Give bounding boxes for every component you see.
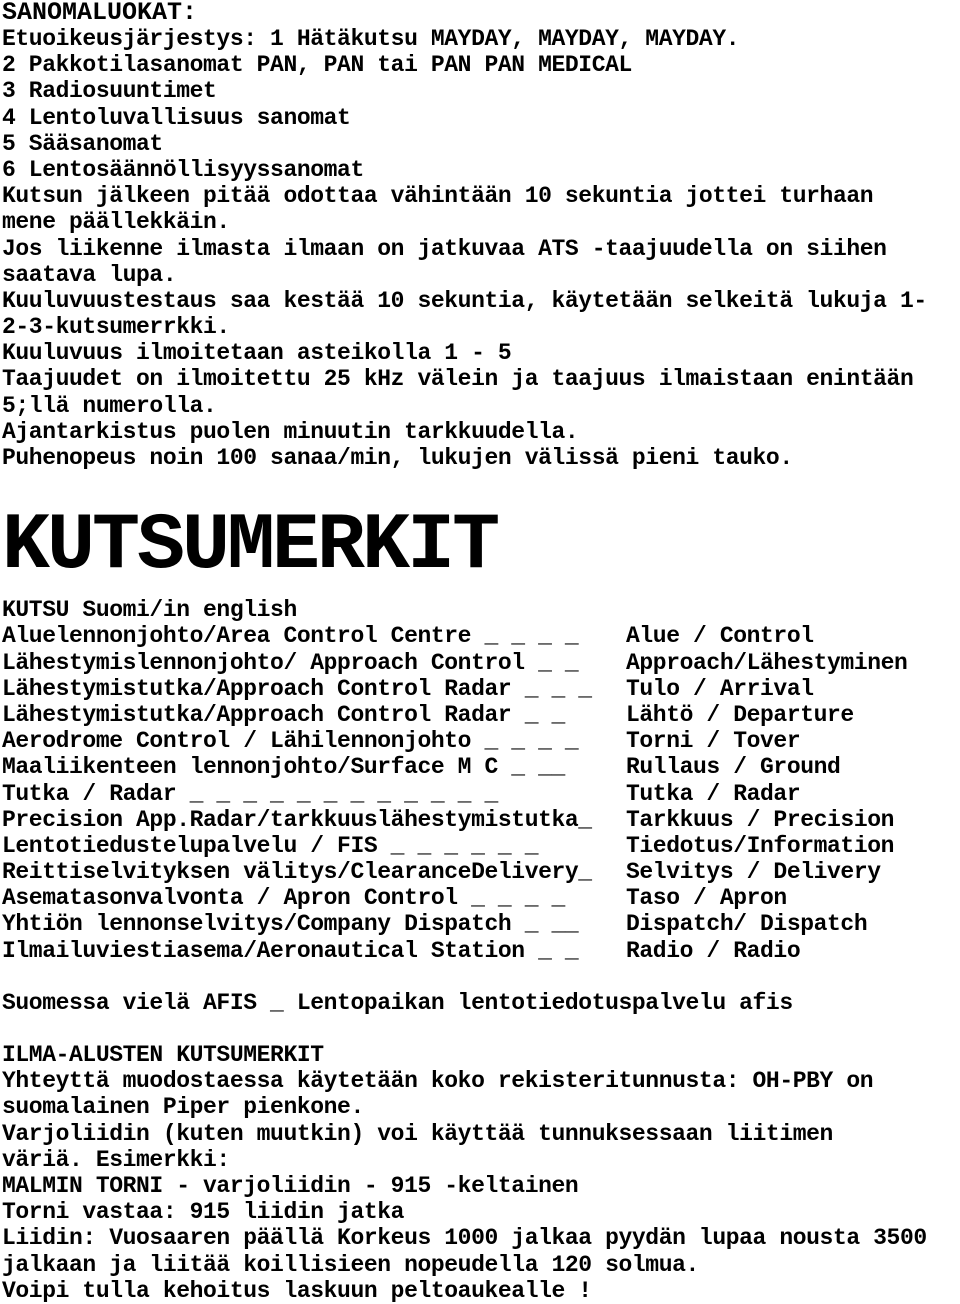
table-row (2, 754, 958, 780)
text-line: Jos liikenne ilmasta ilmaan on jatkuvaa ATS -taajuudella on siihen (2, 235, 887, 262)
callsign-table (2, 623, 958, 963)
table-row (2, 650, 958, 676)
callsign-short: Lähtö / Departure (626, 701, 854, 728)
text-line: Etuoikeusjärjestys: 1 Hätäkutsu MAYDAY, MAYDAY, MAYDAY. (2, 26, 740, 52)
table-row (2, 702, 958, 728)
text-line: väriä. Esimerkki: (2, 1146, 230, 1173)
callsign-unit: Aluelennonjohto/Area Control Centre _ _ _ _ (2, 623, 579, 650)
text-line: MALMIN TORNI - varjoliidin - 915 -keltainen (2, 1172, 579, 1199)
callsign-short: Radio / Radio (626, 937, 801, 964)
text-line: Varjoliidin (kuten muutkin) voi käyttää tunnuksessaan liitimen (2, 1120, 833, 1147)
table-row (2, 676, 958, 702)
text-line: Puhenopeus noin 100 sanaa/min, lukujen välissä pieni tauko. (2, 445, 793, 471)
text-line: Taajuudet on ilmoitettu 25 kHz välein ja taajuus ilmaistaan enintään (2, 366, 914, 393)
table-row (2, 728, 958, 754)
table-row (2, 807, 958, 833)
text-line: Torni vastaa: 915 liidin jatka (2, 1199, 405, 1226)
callsign-unit: Asematasonvalvonta / Apron Control _ _ _ _ (2, 885, 565, 912)
text-line: mene päällekkäin. (2, 209, 230, 236)
section-title-ilma-alusten-kutsumerkit: ILMA-ALUSTEN KUTSUMERKIT (2, 1042, 324, 1068)
callsign-short: Taso / Apron (626, 885, 787, 912)
text-line: 2 Pakkotilasanomat PAN, PAN tai PAN PAN MEDICAL (2, 52, 632, 79)
text-line: Liidin: Vuosaaren päällä Korkeus 1000 jalkaa pyydän lupaa nousta 3500 (2, 1225, 927, 1252)
document-page (2, 0, 958, 1304)
callsign-short: Selvitys / Delivery (626, 859, 881, 886)
text-line: Kuuluvuus ilmoitetaan asteikolla 1 - 5 (2, 340, 512, 367)
section1-text (2, 26, 958, 471)
callsign-short: Rullaus / Ground (626, 754, 841, 781)
table-row (2, 623, 958, 649)
table-row (2, 859, 958, 885)
table-row (2, 833, 958, 859)
callsign-unit: Ilmailuviestiasema/Aeronautical Station _ _ (2, 937, 579, 964)
callsign-unit: Maaliikenteen lennonjohto/Surface M C _ __ (2, 754, 565, 781)
text-line: 3 Radiosuuntimet (2, 78, 217, 105)
text-line: Kutsun jälkeen pitää odottaa vähintään 10 sekuntia jottei turhaan (2, 183, 874, 210)
text-line: Ajantarkistus puolen minuutin tarkkuudella. (2, 418, 579, 445)
text-line: suomalainen Piper pienkone. (2, 1094, 364, 1121)
table-row (2, 781, 958, 807)
callsign-table-header: KUTSU Suomi/in english (2, 597, 297, 624)
spacer (2, 964, 958, 990)
callsign-short: Tarkkuus / Precision (626, 806, 895, 833)
text-line: 5 Sääsanomat (2, 130, 163, 157)
callsign-short: Tulo / Arrival (626, 675, 814, 702)
callsign-short: Tutka / Radar (626, 780, 801, 807)
table-row (2, 911, 958, 937)
callsign-short: Approach/Lähestyminen (626, 649, 908, 676)
text-line: 4 Lentoluvallisuus sanomat (2, 104, 351, 131)
callsign-unit: Lähestymistutka/Approach Control Radar _ _ _ (2, 675, 592, 702)
text-line: 2-3-kutsumerrkki. (2, 314, 230, 341)
callsign-short: Alue / Control (626, 623, 814, 650)
text-line: Yhteyttä muodostaessa käytetään koko rekisteritunnusta: OH-PBY on (2, 1068, 874, 1095)
callsign-unit: Lentotiedustelupalvelu / FIS _ _ _ _ _ _ (2, 832, 539, 859)
callsign-short: Dispatch/ Dispatch (626, 911, 868, 938)
text-line: saatava lupa. (2, 261, 177, 288)
afis-line: Suomessa vielä AFIS _ Lentopaikan lentotiedotuspalvelu afis (2, 989, 793, 1016)
callsign-unit: Tutka / Radar _ _ _ _ _ _ _ _ _ _ _ _ (2, 780, 498, 807)
callsign-short: Tiedotus/Information (626, 832, 895, 859)
text-line: 6 Lentosäännöllisyyssanomat (2, 156, 364, 183)
table-row (2, 885, 958, 911)
section-title-sanomaluokat: SANOMALUOKAT: (2, 0, 198, 27)
callsign-unit: Lähestymistutka/Approach Control Radar _ _ (2, 701, 565, 728)
text-line: 5;llä numerolla. (2, 392, 217, 419)
callsign-unit: Aerodrome Control / Lähilennonjohto _ _ _ _ (2, 728, 579, 755)
callsign-unit: Precision App.Radar/tarkkuuslähestymistutka_ (2, 806, 592, 833)
section3-text (2, 1068, 958, 1304)
callsign-unit: Yhtiön lennonselvitys/Company Dispatch _ __ (2, 911, 579, 938)
callsign-unit: Lähestymislennonjohto/ Approach Control _ _ (2, 649, 579, 676)
callsign-unit: Reittiselvityksen välitys/ClearanceDelivery_ (2, 859, 592, 886)
text-line: Kuuluvuustestaus saa kestää 10 sekuntia, käytetään selkeitä lukuja 1- (2, 287, 927, 314)
table-row (2, 938, 958, 964)
spacer (2, 1016, 958, 1042)
text-line: jalkaan ja liitää koillisieen nopeudella 120 solmua. (2, 1251, 699, 1278)
callsign-short: Torni / Tover (626, 728, 801, 755)
text-line: Voipi tulla kehoitus laskuun peltoaukealle ! (2, 1277, 592, 1304)
section-title-kutsumerkit: KUTSUMERKIT (2, 501, 498, 593)
